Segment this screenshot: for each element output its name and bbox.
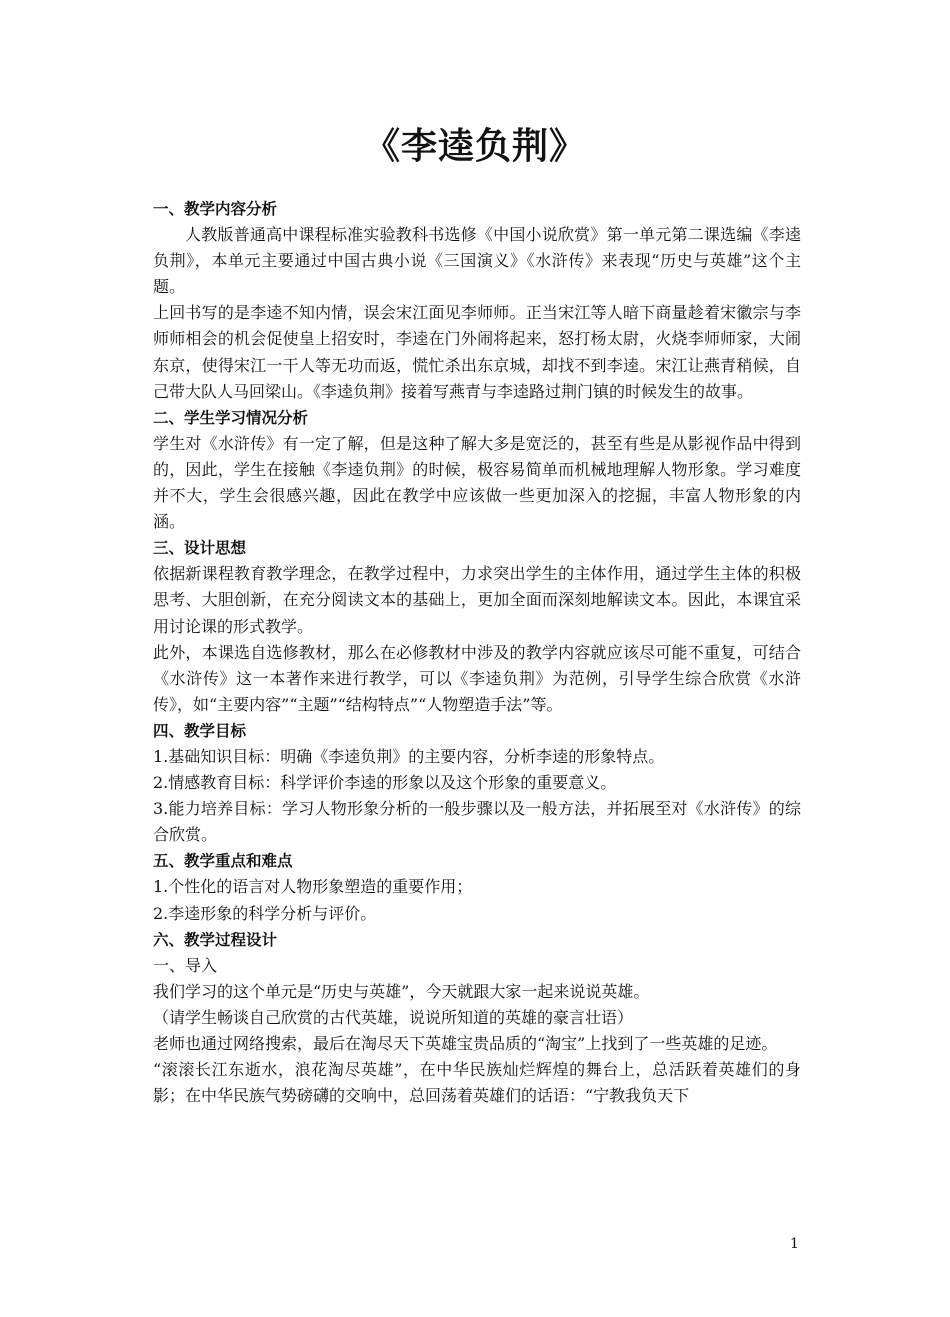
paragraph: 上回书写的是李逵不知内情，误会宋江面见李师师。正当宋江等人暗下商量趁着宋徽宗与李师师相会的机会促使皇上招安时，李逵在门外闹将起来，怒打杨太尉，火烧李师师家，大闹东京，使得宋江一干人等无功而返，慌忙杀出东京城，却找不到李逵。宋江让燕青稍候，自己带大队人马回梁山。《李逵负荆》接着写燕青与李逵路过荆门镇的时候发生的故事。 [153,303,801,401]
paragraph: 老师也通过网络搜索，最后在淘尽天下英雄宝贵品质的“淘宝”上找到了一些英雄的足迹。 [153,1034,778,1053]
list-item: 1.基础知识目标：明确《李逵负荆》的主要内容，分析李逵的形象特点。 [153,746,665,766]
paragraph: 学生对《水浒传》有一定了解，但是这种了解大多是宽泛的，甚至有些是从影视作品中得到的，因此，学生在接触《李逵负荆》的时候，极容易简单而机械地理解人物形象。学习难度并不大，学生会很感兴趣，因此在教学中应该做一些更加深入的挖掘，丰富人物形象的内涵。 [153,433,801,532]
paragraph: 依据新课程教育教学理念，在教学过程中，力求突出学生的主体作用，通过学生主体的积极思考、大胆创新，在充分阅读文本的基础上，更加全面而深刻地解读文本。因此，本课宜采用讨论课的形式教学。 [153,564,801,636]
section-heading-1: 一、教学内容分析 [153,200,278,218]
paragraph: 人教版普通高中课程标准实验教科书选修《中国小说欣赏》第一单元第二课选编《李逵负荆》，本单元主要通过中国古典小说《三国演义》《水浒传》来表现“历史与英雄”这个主题。 [153,225,801,297]
subheading: 一、导入 [153,955,218,975]
paragraph: “滚滚长江东逝水，浪花淘尽英雄”，在中华民族灿烂辉煌的舞台上，总活跃着英雄们的身影；在中华民族气势磅礴的交响中，总回荡着英雄们的话语：“宁教我负天下 [153,1060,801,1106]
list-item: 3.能力培养目标：学习人物形象分析的一般步骤以及一般方法，并拓展至对《水浒传》的综合欣赏。 [153,799,801,845]
section-heading-2: 二、学生学习情况分析 [153,408,309,427]
document-body [153,196,801,1109]
section-heading-6: 六、教学过程设计 [153,930,278,949]
paragraph: （请学生畅谈自己欣赏的古代英雄，说说所知道的英雄的豪言壮语） [153,1007,634,1027]
list-item: 2.情感教育目标：科学评价李逵的形象以及这个形象的重要意义。 [153,773,617,793]
paragraph: 此外，本课选自选修教材，那么在必修教材中涉及的教学内容就应该尽可能不重复，可结合《水浒传》这一本著作来进行教学，可以《李逵负荆》为范例，引导学生综合欣赏《水浒传》，如“主要内容”“主题”“结构特点”“人物塑造手法”等。 [153,642,801,714]
section-heading-4: 四、教学目标 [153,721,247,740]
list-item: 2.李逵形象的科学分析与评价。 [153,903,377,923]
paragraph: 我们学习的这个单元是“历史与英雄”，今天就跟大家一起来说说英雄。 [153,981,650,1001]
section-heading-5: 五、教学重点和难点 [153,852,293,871]
list-item: 1.个性化的语言对人物形象塑造的重要作用； [153,877,473,897]
document-title: 《李逵负荆》 [363,126,586,167]
section-heading-3: 三、设计思想 [153,539,247,558]
page-number: 1 [790,1236,799,1252]
